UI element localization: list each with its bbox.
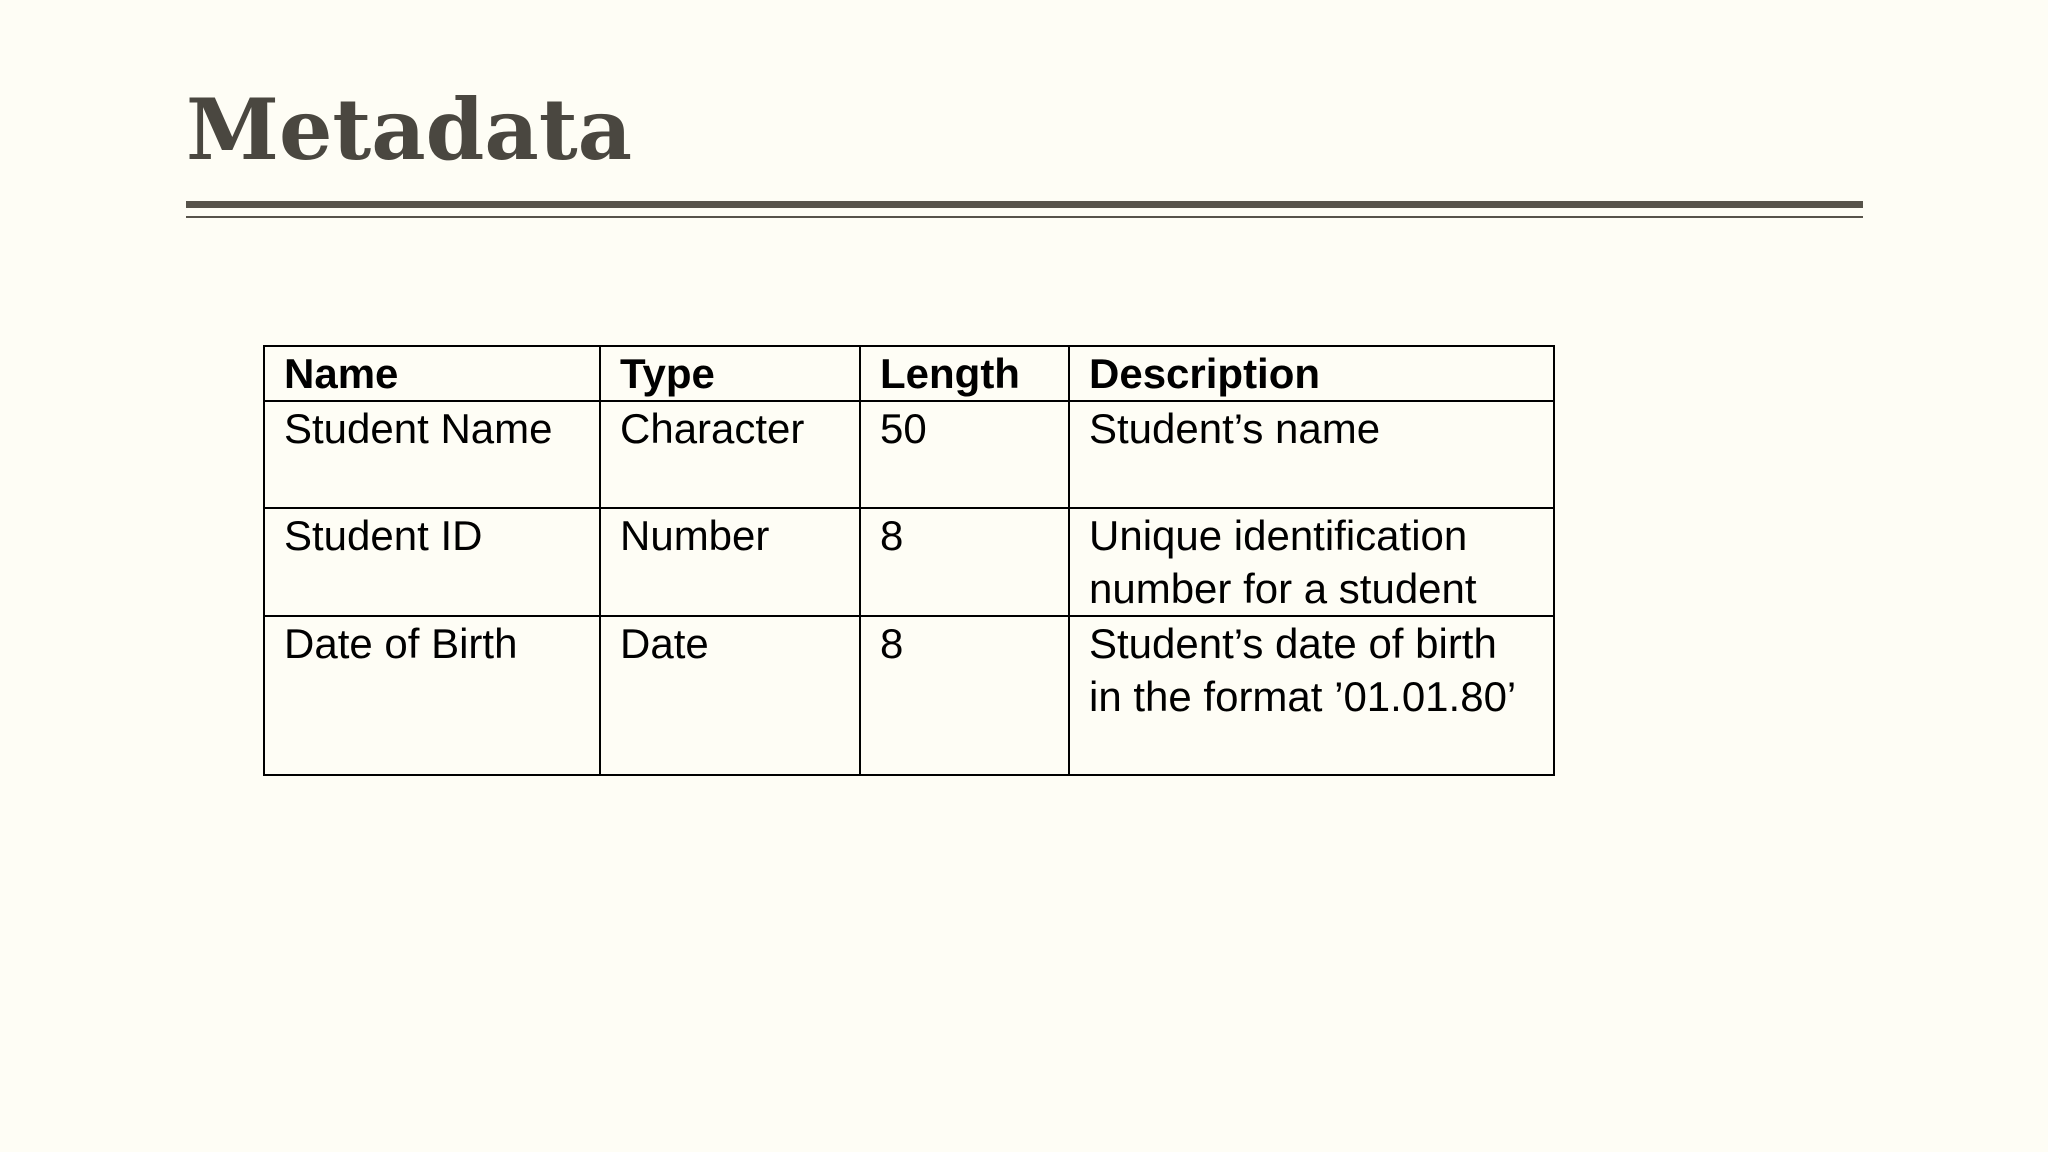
title-divider-thin xyxy=(186,216,1863,218)
cell-type: Character xyxy=(600,401,860,508)
slide-title: Metadata xyxy=(186,80,633,179)
cell-name: Date of Birth xyxy=(264,616,600,775)
cell-type: Number xyxy=(600,508,860,616)
table-header-row xyxy=(264,346,1554,401)
metadata-table xyxy=(263,345,1555,776)
table-row xyxy=(264,401,1554,508)
cell-name: Student Name xyxy=(264,401,600,508)
header-length: Length xyxy=(860,346,1069,401)
table-row xyxy=(264,508,1554,616)
header-type: Type xyxy=(600,346,860,401)
cell-description: Student’s name xyxy=(1069,401,1554,508)
header-description: Description xyxy=(1069,346,1554,401)
cell-length: 50 xyxy=(860,401,1069,508)
cell-description: Student’s date of birth in the format ’01.01.80’ xyxy=(1069,616,1554,775)
cell-description: Unique identification number for a student xyxy=(1069,508,1554,616)
header-name: Name xyxy=(264,346,600,401)
table-row xyxy=(264,616,1554,775)
cell-length: 8 xyxy=(860,508,1069,616)
cell-name: Student ID xyxy=(264,508,600,616)
cell-length: 8 xyxy=(860,616,1069,775)
cell-type: Date xyxy=(600,616,860,775)
title-divider-thick xyxy=(186,201,1863,208)
